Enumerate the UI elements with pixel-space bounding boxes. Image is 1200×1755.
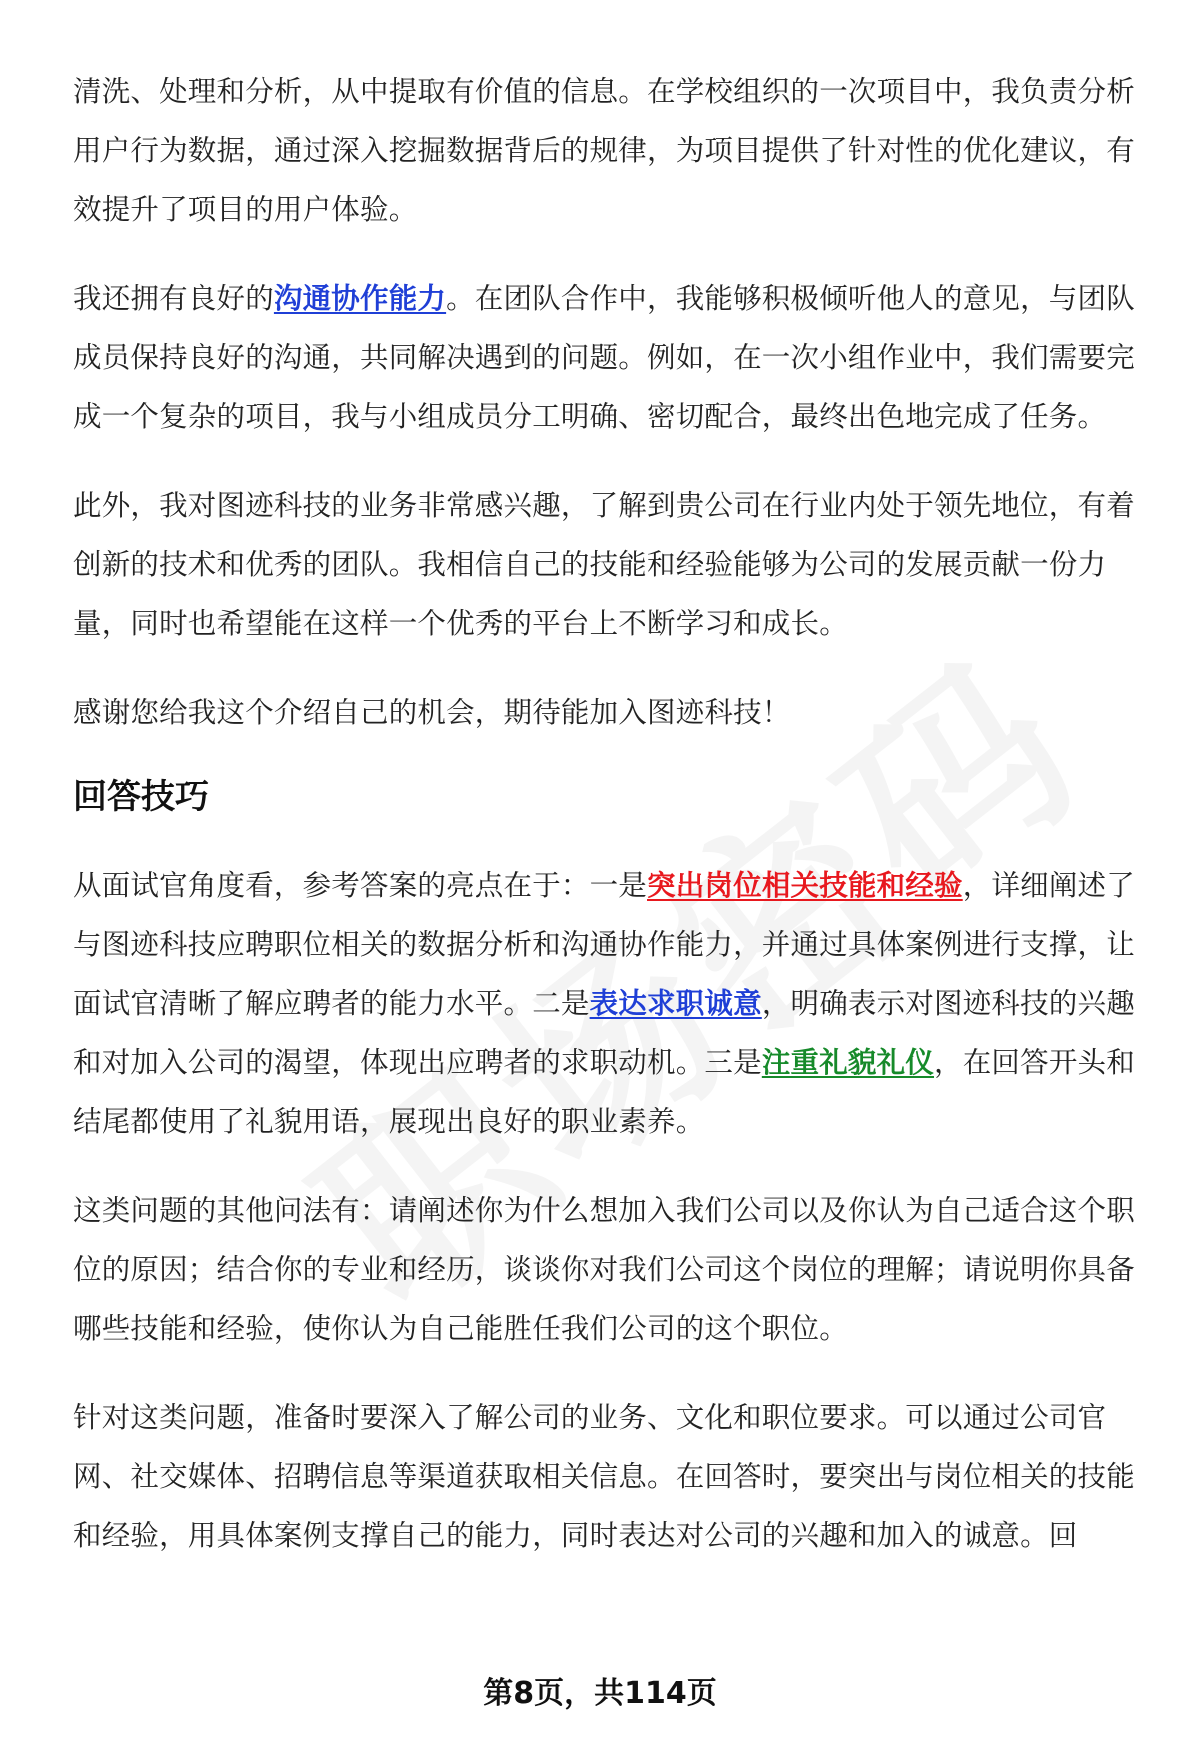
paragraph-communication [73, 269, 1153, 446]
text: ，在回答开头和结尾都使用了礼貌用语，展现出良好的职业素养。 [73, 1046, 1135, 1138]
text: 从面试官角度看，参考答案的亮点在于：一是 [73, 869, 648, 902]
paragraph-thanks: 感谢您给我这个介绍自己的机会，期待能加入图迹科技！ [73, 696, 791, 729]
paragraph-preparation: 针对这类问题，准备时要深入了解公司的业务、文化和职位要求。可以通过公司官网、社交媒体、招聘信息等渠道获取相关信息。在回答时，要突出与岗位相关的技能和经验，用具体案例支撑自己的能力，同时表达对公司的兴趣和加入的诚意。回 [73, 1401, 1135, 1552]
text: 我还拥有良好的 [73, 282, 274, 315]
highlight-communication-skill: 沟通协作能力 [273, 282, 447, 315]
page-number: 第8页，共114页 [483, 1676, 717, 1711]
section-heading: 回答技巧 [73, 777, 209, 817]
document-body [73, 62, 1153, 1595]
text: ，明确表示对图迹科技的兴趣和对加入公司的渴望，体现出应聘者的求职动机。三是 [73, 987, 1135, 1079]
paragraph-other-questions: 这类问题的其他问法有：请阐述你为什么想加入我们公司以及你认为自己适合这个职位的原因；结合你的专业和经历，谈谈你对我们公司这个岗位的理解；请说明你具备哪些技能和经验，使你认为自己能胜任我们公司的这个职位。 [73, 1194, 1135, 1345]
text: ，详细阐述了与图迹科技应聘职位相关的数据分析和沟通协作能力，并通过具体案例进行支撑，让面试官清晰了解应聘者的能力水平。二是 [73, 869, 1135, 1020]
paragraph-data-analysis: 清洗、处理和分析，从中提取有价值的信息。在学校组织的一次项目中，我负责分析用户行为数据，通过深入挖掘数据背后的规律，为项目提供了针对性的优化建议，有效提升了项目的用户体验。 [73, 75, 1135, 226]
paragraph-tips-highlights [73, 856, 1153, 1151]
highlight-courtesy: 注重礼貌礼仪 [761, 1046, 935, 1079]
highlight-sincerity: 表达求职诚意 [589, 987, 762, 1020]
text: 。在团队合作中，我能够积极倾听他人的意见，与团队成员保持良好的沟通，共同解决遇到的问题。例如，在一次小组作业中，我们需要完成一个复杂的项目，我与小组成员分工明确、密切配合，最终出色地完成了任务。 [73, 282, 1135, 433]
highlight-skills-experience: 突出岗位相关技能和经验 [647, 869, 963, 902]
paragraph-interest: 此外，我对图迹科技的业务非常感兴趣，了解到贵公司在行业内处于领先地位，有着创新的技术和优秀的团队。我相信自己的技能和经验能够为公司的发展贡献一份力量，同时也希望能在这样一个优秀的平台上不断学习和成长。 [73, 489, 1135, 640]
